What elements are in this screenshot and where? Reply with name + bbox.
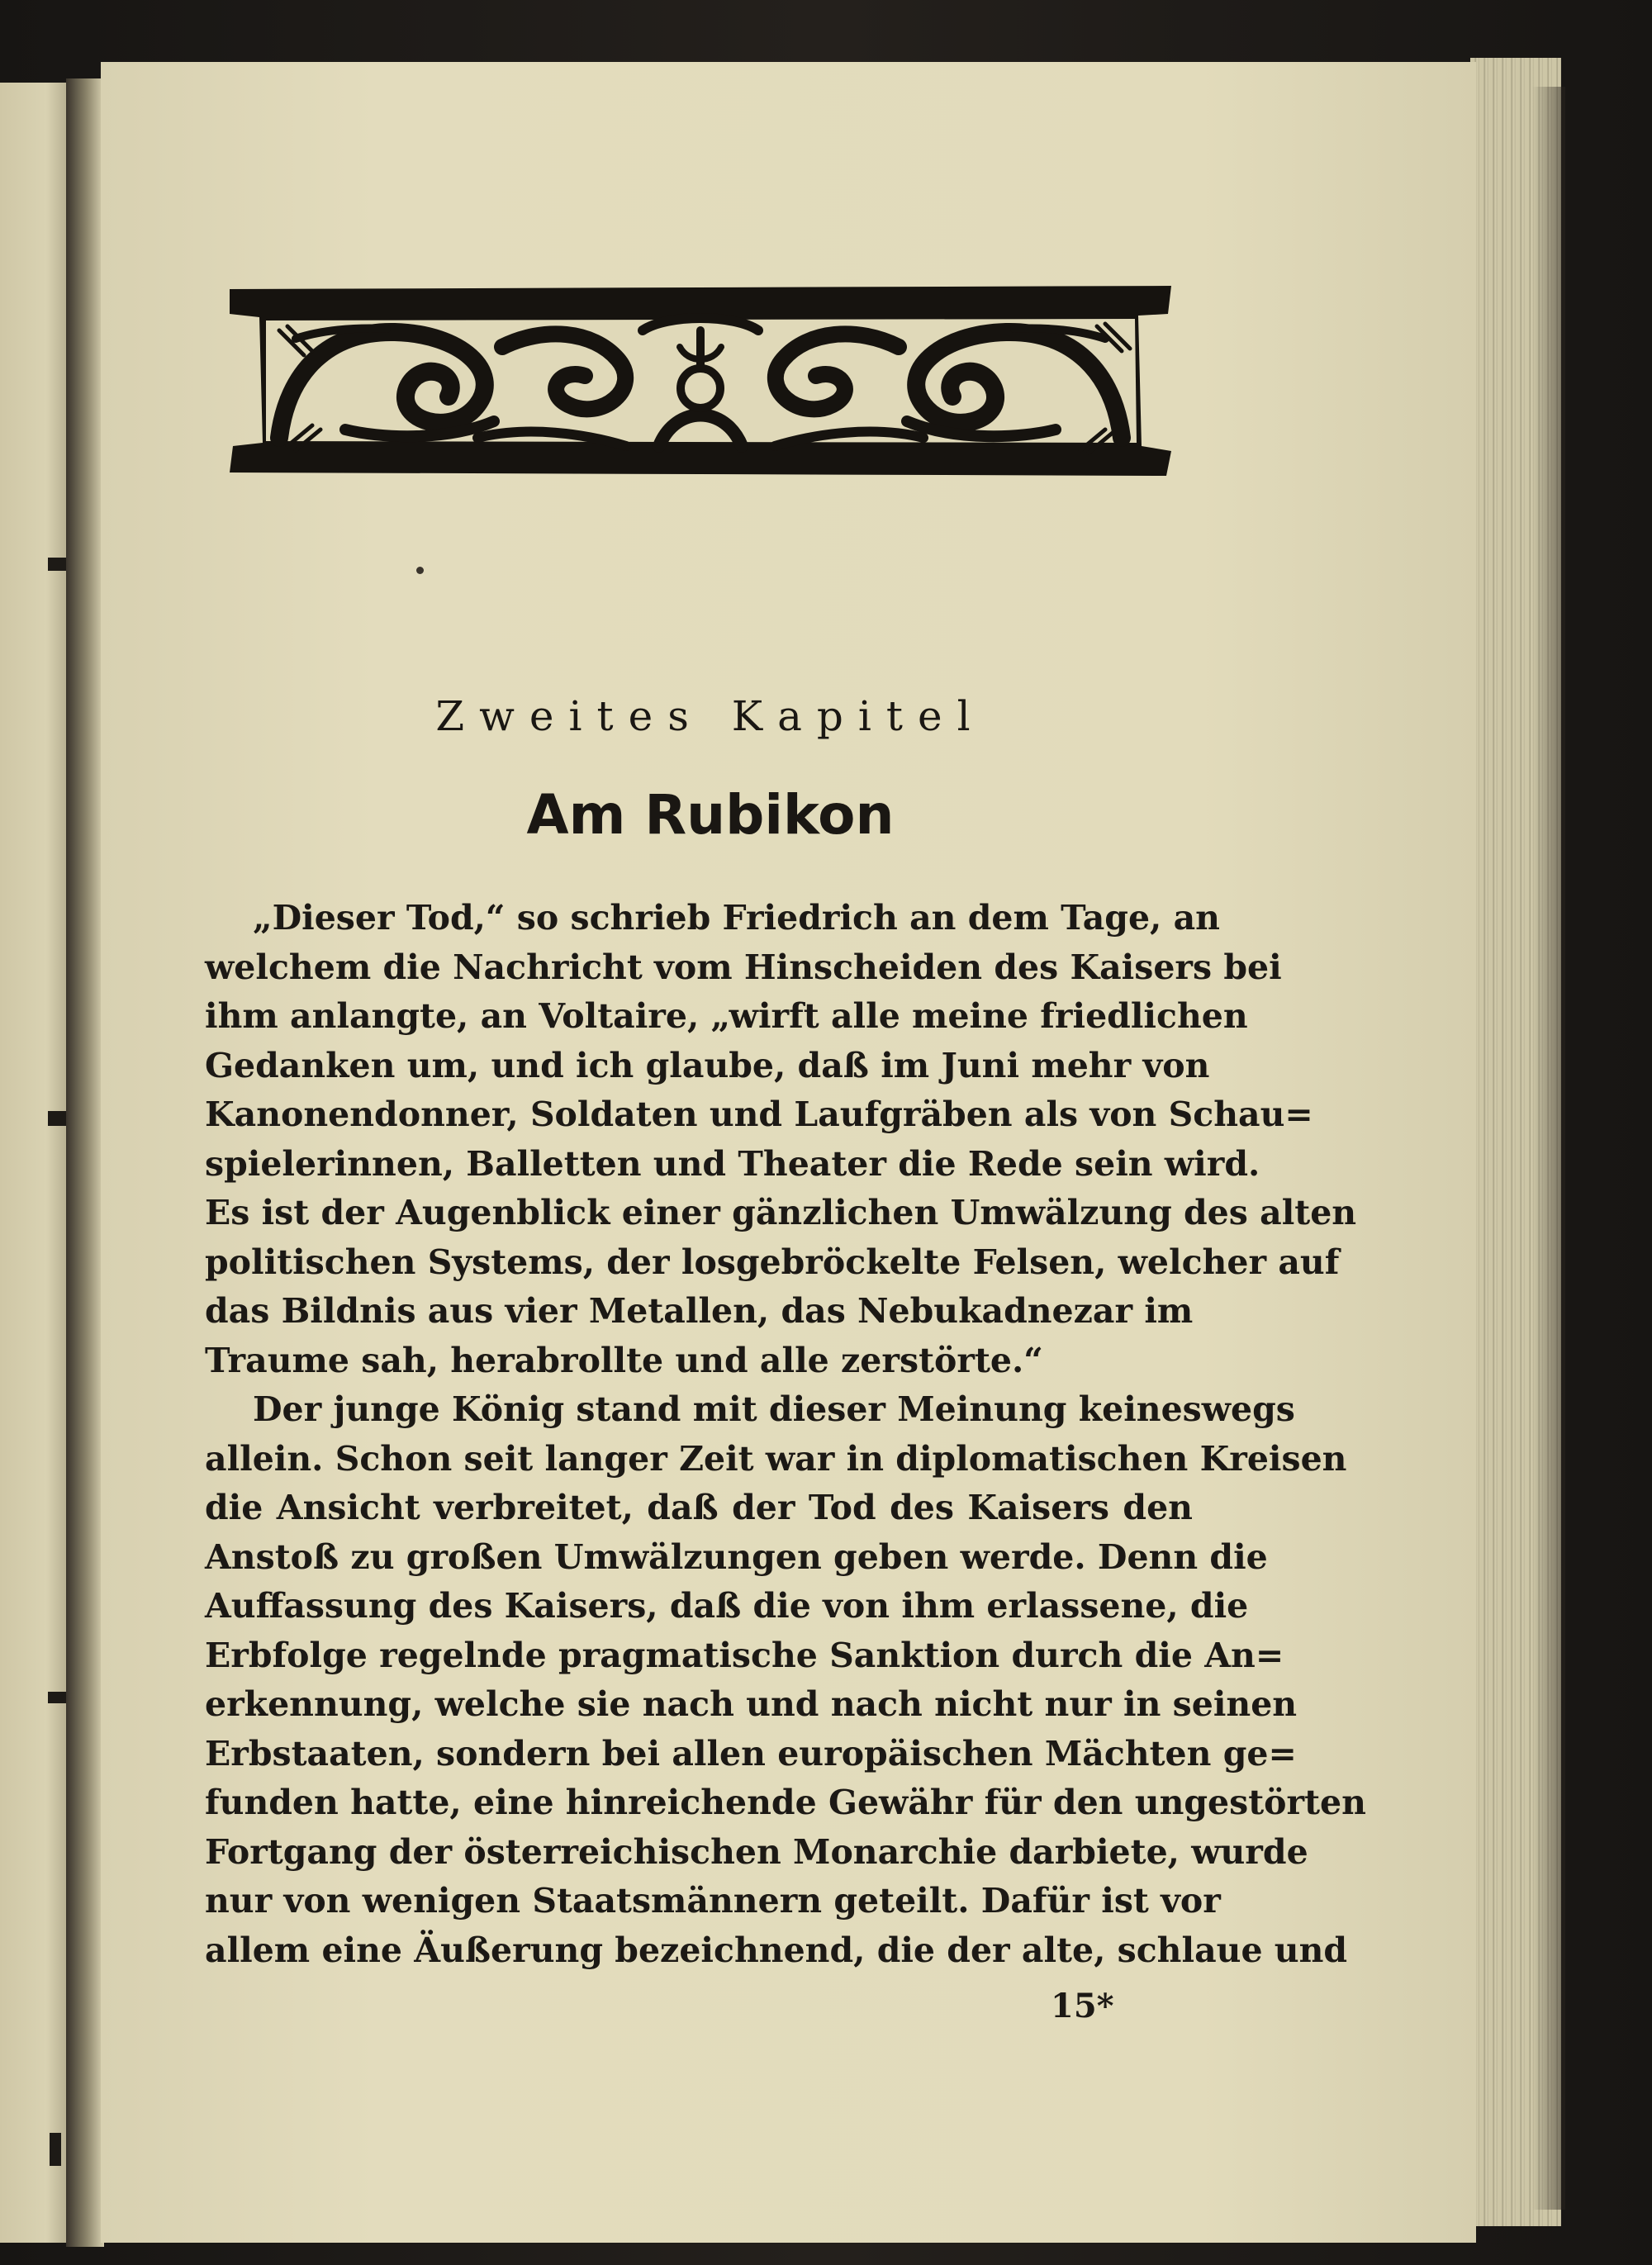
text-line: Gedanken um, und ich glaube, daß im Juni mehr von [205,1045,1210,1085]
text-line: nur von wenigen Staatsmännern geteilt. Dafür ist vor [205,1881,1221,1921]
text-line: allem eine Äußerung bezeichnend, die der alte, schlaue und [205,1930,1348,1970]
text-line: Es ist der Augenblick einer gänzlichen Umwälzung des alten [205,1193,1357,1232]
text-line: „Dieser Tod,“ so schrieb Friedrich an dem Tage, an [253,898,1220,938]
text-line: Erbfolge regelnde pragmatische Sanktion durch die An= [205,1635,1284,1675]
body-text [205,894,1366,1975]
text-line: politischen Systems, der losgebröckelte Felsen, welcher auf [205,1242,1340,1282]
text-line: spielerinnen, Balletten und Theater die Rede sein wird. [205,1143,1260,1184]
binding-mark [48,1692,66,1703]
text-line: Traume sah, herabrollte und alle zerstörte.“ [205,1340,1043,1380]
text-line: Fortgang der österreichischen Monarchie darbiete, wurde [205,1831,1308,1872]
text-line: erkennung, welche sie nach und nach nicht nur in seinen [205,1684,1298,1724]
binding-mark [48,1111,66,1126]
chapter-title: Am Rubikon [526,783,895,847]
book-gutter [66,78,104,2247]
text-line: Kanonendonner, Soldaten und Laufgräben als von Schau= [205,1095,1313,1134]
text-line: ihm anlangte, an Voltaire, „wirft alle meine friedlichen [205,996,1248,1036]
text-line: die Ansicht verbreitet, daß der Tod des Kaisers den [205,1488,1193,1527]
page-number: 15* [1051,1987,1114,2025]
page-block-shadow [1532,87,1565,2210]
previous-page-edge [0,83,66,2243]
text-line: Der junge König stand mit dieser Meinung keineswegs [253,1389,1295,1429]
ink-speck [416,567,424,574]
text-line: Anstoß zu großen Umwälzungen geben werde. Denn die [205,1536,1268,1577]
text-line: welchem die Nachricht vom Hinscheiden des Kaisers bei [205,947,1282,987]
chapter-label: Zweites Kapitel [435,692,985,740]
text-line: Erbstaaten, sondern bei allen europäischen Mächten ge= [205,1733,1297,1774]
art-nouveau-headpiece-ornament [230,281,1171,479]
text-line: das Bildnis aus vier Metallen, das Nebukadnezar im [205,1291,1194,1331]
text-line: allein. Schon seit langer Zeit war in diplomatischen Kreisen [205,1438,1347,1479]
binding-mark [50,2133,61,2166]
text-line: Auffassung des Kaisers, daß die von ihm erlassene, die [205,1586,1249,1626]
text-line: funden hatte, eine hinreichende Gewähr für den ungestörten [205,1783,1366,1822]
binding-mark [48,558,66,571]
